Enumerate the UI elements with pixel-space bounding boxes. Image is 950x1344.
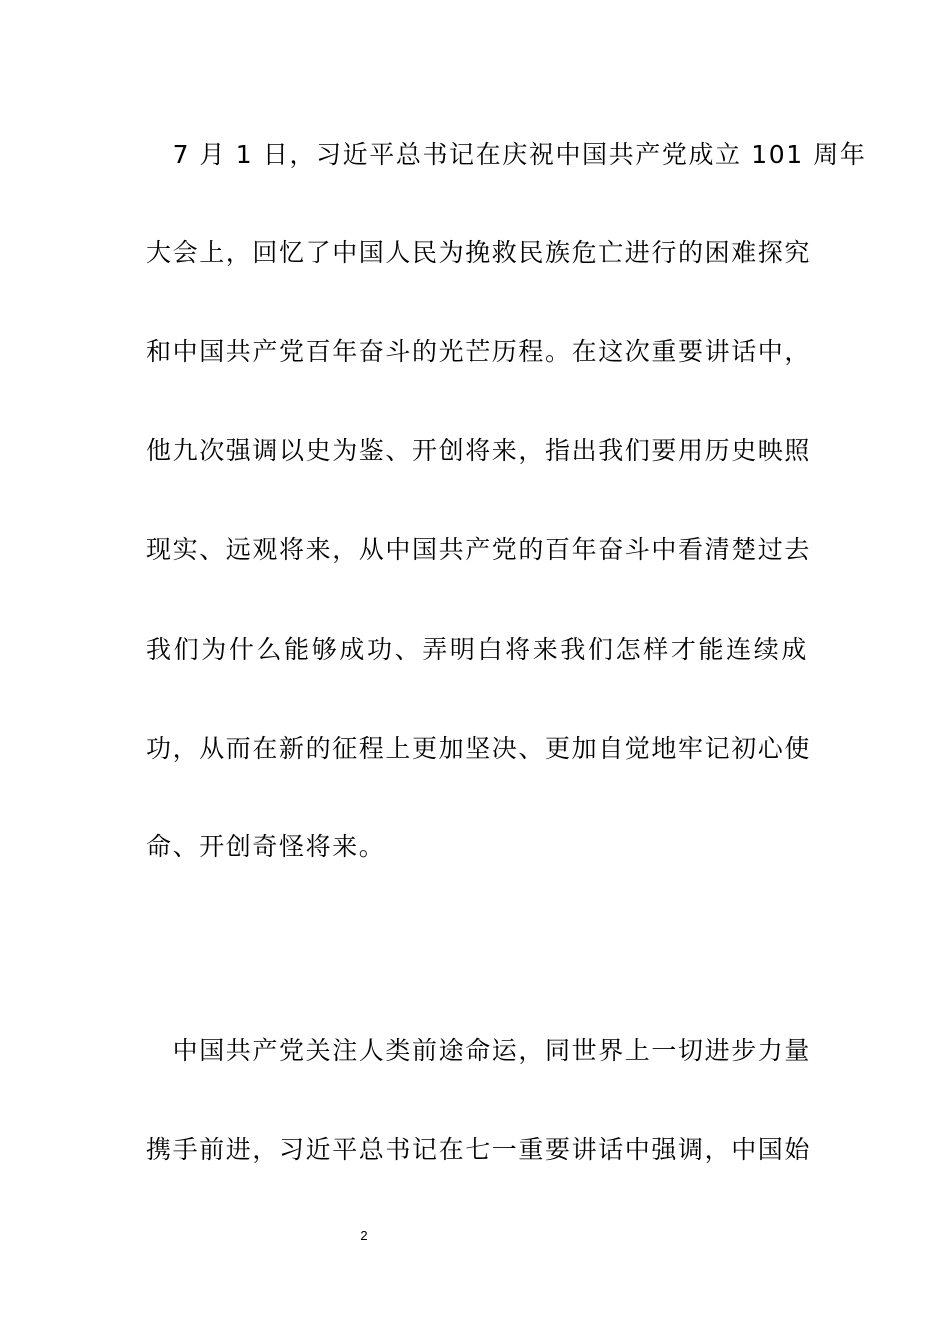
paragraph-1-line-6: 我们为什么能够成功、弄明白将来我们怎样才能连续成 xyxy=(146,635,808,664)
paragraph-1-line-3: 和中国共产党百年奋斗的光芒历程。在这次重要讲话中， xyxy=(146,337,812,366)
paragraph-1-line-4: 他九次强调以史为鉴、开创将来，指出我们要用历史映照 xyxy=(146,436,812,465)
paragraph-1-line-2: 大会上，回忆了中国人民为挽救民族危亡进行的困难探究 xyxy=(146,238,812,267)
paragraph-1-line-5: 现实、远观将来，从中国共产党的百年奋斗中看清楚过去 xyxy=(146,535,812,564)
paragraph-1-line-1: 7 月 1 日，习近平总书记在庆祝中国共产党成立 101 周年 xyxy=(146,140,867,169)
paragraph-1-line-8: 命、开创奇怪将来。 xyxy=(146,832,386,861)
paragraph-2-line-2: 携手前进，习近平总书记在七一重要讲话中强调，中国始 xyxy=(146,1135,812,1164)
page-number: 2 xyxy=(360,1228,368,1243)
paragraph-2-line-1: 中国共产党关注人类前途命运，同世界上一切进步力量 xyxy=(146,1036,812,1065)
paragraph-1-line-7: 功，从而在新的征程上更加坚决、更加自觉地牢记初心使 xyxy=(146,734,812,763)
